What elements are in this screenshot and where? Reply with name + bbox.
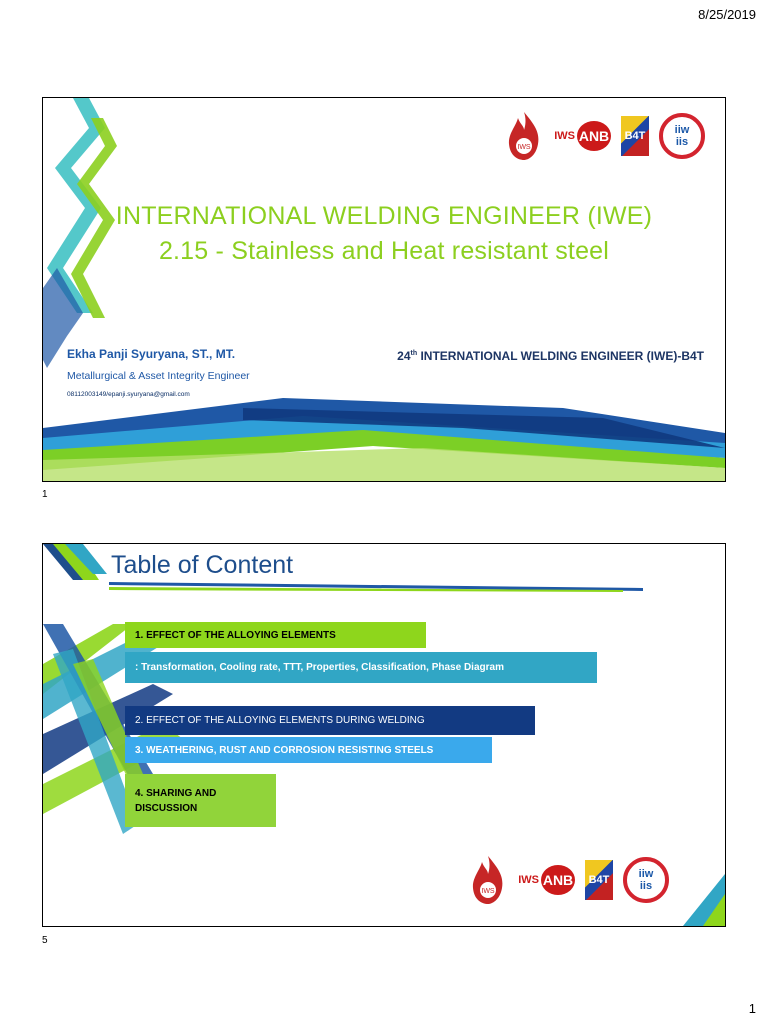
iiw-logo-bottom: iis xyxy=(639,880,653,892)
print-date: 8/25/2019 xyxy=(698,7,756,22)
b4t-logo: B4T xyxy=(585,860,613,900)
svg-text:IWS: IWS xyxy=(481,888,495,895)
event-number: 24 xyxy=(397,349,411,363)
toc-item-1: 1. EFFECT OF THE ALLOYING ELEMENTS xyxy=(125,622,426,648)
toc-item-3: 3. WEATHERING, RUST AND CORROSION RESISTING STEELS xyxy=(125,737,492,763)
toc-item-4 xyxy=(125,774,276,827)
iws-anb-logo xyxy=(554,121,611,151)
iws-logo-text: IWS xyxy=(554,130,575,142)
iiw-logo xyxy=(623,857,669,903)
anb-logo-text: ANB xyxy=(577,121,611,151)
toc-item-4-label: 4. SHARING AND DISCUSSION xyxy=(135,787,217,814)
logo-row xyxy=(504,110,705,162)
toc-item-1-detail: : Transformation, Cooling rate, TTT, Properties, Classification, Phase Diagram xyxy=(125,652,597,683)
b4t-logo: B4T xyxy=(621,116,649,156)
flame-logo-icon xyxy=(504,110,544,162)
event-title xyxy=(397,349,704,363)
slide-title-line-1: INTERNATIONAL WELDING ENGINEER (IWE) xyxy=(115,202,653,230)
iws-logo-text: IWS xyxy=(518,874,539,886)
anb-logo-text: ANB xyxy=(541,865,575,895)
slide-number-1: 1 xyxy=(42,489,48,500)
iiw-logo-bottom: iis xyxy=(675,136,689,148)
iiw-logo-top: iiw xyxy=(638,868,654,880)
author-contact: 08112003149/epanji.syuryana@gmail.com xyxy=(67,391,190,398)
event-name: INTERNATIONAL WELDING ENGINEER (IWE)-B4T xyxy=(417,349,704,363)
slide-1 xyxy=(42,97,726,482)
author-name: Ekha Panji Syuryana, ST., MT. xyxy=(67,347,236,361)
iiw-logo-top: iiw xyxy=(674,124,690,136)
toc-title: Table of Content xyxy=(111,551,294,579)
slide-number-5: 5 xyxy=(42,935,48,946)
toc-item-2: 2. EFFECT OF THE ALLOYING ELEMENTS DURING WELDING xyxy=(125,706,535,735)
flame-logo-icon xyxy=(468,854,508,906)
event-ordinal: th xyxy=(410,350,418,357)
author-role: Metallurgical & Asset Integrity Engineer xyxy=(67,370,250,382)
slide-title-line-2: 2.15 - Stainless and Heat resistant steel xyxy=(158,237,610,265)
svg-text:IWS: IWS xyxy=(517,144,531,151)
iiw-logo xyxy=(659,113,705,159)
slide-5 xyxy=(42,543,726,927)
logo-row-slide-5 xyxy=(468,854,669,906)
page-number: 1 xyxy=(748,1001,756,1016)
iws-anb-logo xyxy=(518,865,575,895)
